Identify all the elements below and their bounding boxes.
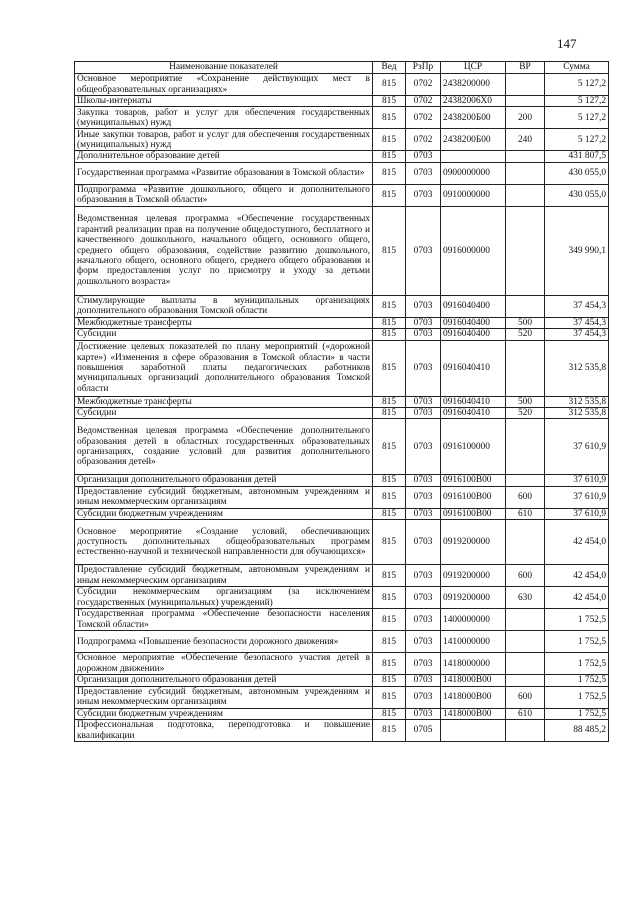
cell-csr: 0916040400 bbox=[441, 329, 506, 340]
cell-ved: 815 bbox=[373, 317, 406, 328]
cell-name: Основное мероприятие «Создание условий, обеспечивающих доступность дополнительных общеобразовательных программ естественно-научной и технической направленности для обучающихся» bbox=[75, 520, 373, 565]
cell-ved: 815 bbox=[373, 675, 406, 686]
cell-vr bbox=[506, 74, 545, 96]
header-rzpr: РзПр bbox=[406, 62, 441, 74]
cell-name: Ведомственная целевая программа «Обеспечение государственных гарантий реализации прав на получение общедоступного, бесплатного и качественного дошкольного, начального общего, основного общего, среднего общего образования, содействие развитию дошкольного, начального общего, основного общего, среднего общего образования и форм предоставления услуг по присмотру и уходу за детьми дошкольного возраста» bbox=[75, 206, 373, 295]
cell-vr bbox=[506, 184, 545, 206]
cell-ved: 815 bbox=[373, 508, 406, 519]
table-row bbox=[75, 74, 609, 96]
cell-rzpr: 0703 bbox=[406, 675, 441, 686]
cell-name: Организация дополнительного образования детей bbox=[75, 475, 373, 486]
cell-csr: 0919200000 bbox=[441, 565, 506, 587]
cell-csr: 1410000000 bbox=[441, 631, 506, 653]
cell-sum: 37 454,3 bbox=[545, 295, 609, 317]
cell-rzpr: 0702 bbox=[406, 107, 441, 129]
cell-csr: 0916040410 bbox=[441, 408, 506, 419]
cell-sum: 1 752,5 bbox=[545, 631, 609, 653]
cell-name: Стимулирующие выплаты в муниципальных организациях дополнительного образования Томской области bbox=[75, 295, 373, 317]
cell-rzpr: 0703 bbox=[406, 508, 441, 519]
cell-rzpr: 0703 bbox=[406, 609, 441, 631]
cell-sum: 5 127,2 bbox=[545, 96, 609, 107]
cell-ved: 815 bbox=[373, 96, 406, 107]
cell-name: Субсидии некоммерческим организациям (за исключением государственных (муниципальных) учреждений) bbox=[75, 587, 373, 609]
table-row bbox=[75, 720, 609, 742]
cell-name: Школы-интернаты bbox=[75, 96, 373, 107]
cell-rzpr: 0703 bbox=[406, 184, 441, 206]
cell-name: Субсидии bbox=[75, 408, 373, 419]
cell-rzpr: 0703 bbox=[406, 317, 441, 328]
cell-rzpr: 0702 bbox=[406, 96, 441, 107]
table-row bbox=[75, 675, 609, 686]
cell-sum: 431 807,5 bbox=[545, 151, 609, 162]
table-row bbox=[75, 565, 609, 587]
cell-vr: 610 bbox=[506, 708, 545, 719]
table-row bbox=[75, 686, 609, 708]
table-row bbox=[75, 295, 609, 317]
cell-ved: 815 bbox=[373, 653, 406, 675]
cell-sum: 349 990,1 bbox=[545, 206, 609, 295]
cell-ved: 815 bbox=[373, 686, 406, 708]
cell-name: Основное мероприятие «Сохранение действующих мест в общеобразовательных организациях» bbox=[75, 74, 373, 96]
cell-sum: 312 535,8 bbox=[545, 396, 609, 407]
cell-name: Предоставление субсидий бюджетным, автономным учреждениям и иным некоммерческим организациям bbox=[75, 486, 373, 508]
header-name: Наименование показателей bbox=[75, 62, 373, 74]
cell-rzpr: 0703 bbox=[406, 708, 441, 719]
cell-ved: 815 bbox=[373, 631, 406, 653]
cell-csr: 0916040410 bbox=[441, 396, 506, 407]
cell-rzpr: 0703 bbox=[406, 206, 441, 295]
cell-rzpr: 0703 bbox=[406, 408, 441, 419]
cell-sum: 1 752,5 bbox=[545, 675, 609, 686]
cell-vr: 600 bbox=[506, 686, 545, 708]
cell-ved: 815 bbox=[373, 565, 406, 587]
cell-name: Государственная программа «Развитие образования в Томской области» bbox=[75, 162, 373, 184]
cell-vr bbox=[506, 295, 545, 317]
cell-vr bbox=[506, 340, 545, 396]
cell-ved: 815 bbox=[373, 340, 406, 396]
cell-name: Подпрограмма «Повышение безопасности дорожного движения» bbox=[75, 631, 373, 653]
table-row bbox=[75, 475, 609, 486]
cell-sum: 1 752,5 bbox=[545, 653, 609, 675]
cell-rzpr: 0703 bbox=[406, 686, 441, 708]
cell-sum: 312 535,8 bbox=[545, 408, 609, 419]
cell-csr: 0900000000 bbox=[441, 162, 506, 184]
cell-sum: 42 454,0 bbox=[545, 520, 609, 565]
table-row bbox=[75, 329, 609, 340]
cell-csr: 0910000000 bbox=[441, 184, 506, 206]
table-row bbox=[75, 184, 609, 206]
table-row bbox=[75, 587, 609, 609]
cell-name: Основное мероприятие «Обеспечение безопасного участия детей в дорожном движении» bbox=[75, 653, 373, 675]
cell-csr: 1418000B00 bbox=[441, 675, 506, 686]
cell-ved: 815 bbox=[373, 329, 406, 340]
cell-ved: 815 bbox=[373, 129, 406, 151]
cell-csr: 0916040400 bbox=[441, 317, 506, 328]
cell-rzpr: 0703 bbox=[406, 475, 441, 486]
cell-rzpr: 0703 bbox=[406, 329, 441, 340]
cell-name: Межбюджетные трансферты bbox=[75, 396, 373, 407]
table-row bbox=[75, 408, 609, 419]
cell-vr bbox=[506, 96, 545, 107]
cell-csr: 0916100000 bbox=[441, 419, 506, 475]
cell-vr bbox=[506, 631, 545, 653]
cell-vr bbox=[506, 419, 545, 475]
cell-ved: 815 bbox=[373, 708, 406, 719]
cell-rzpr: 0703 bbox=[406, 396, 441, 407]
cell-csr: 1418000B00 bbox=[441, 708, 506, 719]
cell-ved: 815 bbox=[373, 486, 406, 508]
cell-vr bbox=[506, 675, 545, 686]
cell-sum: 42 454,0 bbox=[545, 587, 609, 609]
cell-sum: 312 535,8 bbox=[545, 340, 609, 396]
cell-vr bbox=[506, 475, 545, 486]
cell-name: Дополнительное образование детей bbox=[75, 151, 373, 162]
cell-sum: 88 485,2 bbox=[545, 720, 609, 742]
table-row bbox=[75, 317, 609, 328]
table-row bbox=[75, 129, 609, 151]
cell-sum: 1 752,5 bbox=[545, 686, 609, 708]
cell-name: Ведомственная целевая программа «Обеспечение дополнительного образования детей в областных государственных образовательных организациях, создание условий для развития дополнительного образования детей» bbox=[75, 419, 373, 475]
cell-csr: 1418000B00 bbox=[441, 686, 506, 708]
cell-ved: 815 bbox=[373, 162, 406, 184]
cell-rzpr: 0703 bbox=[406, 151, 441, 162]
cell-rzpr: 0703 bbox=[406, 520, 441, 565]
cell-sum: 37 610,9 bbox=[545, 486, 609, 508]
table-row bbox=[75, 162, 609, 184]
header-csr: ЦСР bbox=[441, 62, 506, 74]
cell-vr bbox=[506, 206, 545, 295]
cell-vr: 600 bbox=[506, 565, 545, 587]
header-vr: ВР bbox=[506, 62, 545, 74]
table-row bbox=[75, 340, 609, 396]
cell-name: Предоставление субсидий бюджетным, автономным учреждениям и иным некоммерческим организациям bbox=[75, 686, 373, 708]
cell-ved: 815 bbox=[373, 184, 406, 206]
cell-ved: 815 bbox=[373, 74, 406, 96]
table-row bbox=[75, 486, 609, 508]
header-ved: Вед bbox=[373, 62, 406, 74]
cell-csr bbox=[441, 151, 506, 162]
cell-csr: 0916100B00 bbox=[441, 508, 506, 519]
table-row bbox=[75, 96, 609, 107]
table-row bbox=[75, 631, 609, 653]
cell-rzpr: 0703 bbox=[406, 340, 441, 396]
cell-sum: 5 127,2 bbox=[545, 74, 609, 96]
cell-name: Межбюджетные трансферты bbox=[75, 317, 373, 328]
cell-name: Иные закупки товаров, работ и услуг для обеспечения государственных (муниципальных) нужд bbox=[75, 129, 373, 151]
cell-name: Субсидии bbox=[75, 329, 373, 340]
cell-sum: 430 055,0 bbox=[545, 162, 609, 184]
header-sum: Сумма bbox=[545, 62, 609, 74]
table-body bbox=[75, 74, 609, 742]
page-number: 147 bbox=[557, 36, 577, 51]
cell-ved: 815 bbox=[373, 107, 406, 129]
cell-ved: 815 bbox=[373, 295, 406, 317]
table-row bbox=[75, 419, 609, 475]
cell-vr bbox=[506, 653, 545, 675]
cell-csr: 1418000000 bbox=[441, 653, 506, 675]
table-row bbox=[75, 508, 609, 519]
cell-rzpr: 0703 bbox=[406, 486, 441, 508]
cell-csr: 0916040410 bbox=[441, 340, 506, 396]
cell-vr: 520 bbox=[506, 329, 545, 340]
cell-name: Подпрограмма «Развитие дошкольного, общего и дополнительного образования в Томской области» bbox=[75, 184, 373, 206]
cell-vr: 520 bbox=[506, 408, 545, 419]
cell-sum: 1 752,5 bbox=[545, 609, 609, 631]
cell-csr: 2438200000 bbox=[441, 74, 506, 96]
cell-ved: 815 bbox=[373, 720, 406, 742]
cell-csr: 0919200000 bbox=[441, 587, 506, 609]
cell-ved: 815 bbox=[373, 396, 406, 407]
cell-rzpr: 0703 bbox=[406, 162, 441, 184]
cell-sum: 37 454,3 bbox=[545, 317, 609, 328]
cell-name: Государственная программа «Обеспечение безопасности населения Томской области» bbox=[75, 609, 373, 631]
cell-rzpr: 0705 bbox=[406, 720, 441, 742]
cell-ved: 815 bbox=[373, 419, 406, 475]
cell-sum: 430 055,0 bbox=[545, 184, 609, 206]
cell-ved: 815 bbox=[373, 151, 406, 162]
cell-vr: 500 bbox=[506, 396, 545, 407]
table-row bbox=[75, 151, 609, 162]
cell-csr: 24382006Х0 bbox=[441, 96, 506, 107]
cell-vr: 610 bbox=[506, 508, 545, 519]
cell-csr: 1400000000 bbox=[441, 609, 506, 631]
cell-ved: 815 bbox=[373, 609, 406, 631]
cell-csr: 0916100B00 bbox=[441, 475, 506, 486]
cell-name: Субсидии бюджетным учреждениям bbox=[75, 708, 373, 719]
cell-name: Предоставление субсидий бюджетным, автономным учреждениям и иным некоммерческим организациям bbox=[75, 565, 373, 587]
cell-ved: 815 bbox=[373, 587, 406, 609]
cell-rzpr: 0703 bbox=[406, 565, 441, 587]
cell-csr: 0919200000 bbox=[441, 520, 506, 565]
cell-name: Закупка товаров, работ и услуг для обеспечения государственных (муниципальных) нужд bbox=[75, 107, 373, 129]
cell-name: Достижение целевых показателей по плану мероприятий («дорожной карте») «Изменения в сфере образования в Томской области» в части повышения заработной платы педагогических работников муниципальных организаций дополнительного образования Томской области bbox=[75, 340, 373, 396]
cell-rzpr: 0703 bbox=[406, 295, 441, 317]
cell-sum: 37 610,9 bbox=[545, 419, 609, 475]
cell-csr: 0916100B00 bbox=[441, 486, 506, 508]
cell-vr: 500 bbox=[506, 317, 545, 328]
cell-vr: 630 bbox=[506, 587, 545, 609]
cell-vr: 600 bbox=[506, 486, 545, 508]
cell-vr: 200 bbox=[506, 107, 545, 129]
cell-csr: 0916040400 bbox=[441, 295, 506, 317]
cell-sum: 37 610,9 bbox=[545, 475, 609, 486]
cell-name: Организация дополнительного образования детей bbox=[75, 675, 373, 686]
cell-csr bbox=[441, 720, 506, 742]
cell-vr bbox=[506, 151, 545, 162]
cell-vr bbox=[506, 162, 545, 184]
budget-table bbox=[74, 61, 609, 742]
table-row bbox=[75, 708, 609, 719]
cell-rzpr: 0703 bbox=[406, 419, 441, 475]
cell-vr: 240 bbox=[506, 129, 545, 151]
cell-name: Субсидии бюджетным учреждениям bbox=[75, 508, 373, 519]
cell-vr bbox=[506, 520, 545, 565]
cell-ved: 815 bbox=[373, 206, 406, 295]
cell-ved: 815 bbox=[373, 408, 406, 419]
cell-name: Профессиональная подготовка, переподготовка и повышение квалификации bbox=[75, 720, 373, 742]
cell-sum: 1 752,5 bbox=[545, 708, 609, 719]
cell-rzpr: 0703 bbox=[406, 631, 441, 653]
cell-sum: 42 454,0 bbox=[545, 565, 609, 587]
cell-sum: 37 610,9 bbox=[545, 508, 609, 519]
cell-sum: 37 454,3 bbox=[545, 329, 609, 340]
cell-ved: 815 bbox=[373, 475, 406, 486]
cell-csr: 2438200Б00 bbox=[441, 129, 506, 151]
cell-sum: 5 127,2 bbox=[545, 107, 609, 129]
cell-rzpr: 0702 bbox=[406, 129, 441, 151]
cell-rzpr: 0702 bbox=[406, 74, 441, 96]
table-row bbox=[75, 396, 609, 407]
cell-rzpr: 0703 bbox=[406, 587, 441, 609]
table-row bbox=[75, 653, 609, 675]
table-row bbox=[75, 609, 609, 631]
table-header-row bbox=[75, 62, 609, 74]
cell-csr: 2438200Б00 bbox=[441, 107, 506, 129]
cell-vr bbox=[506, 720, 545, 742]
cell-vr bbox=[506, 609, 545, 631]
table-row bbox=[75, 520, 609, 565]
table-row bbox=[75, 206, 609, 295]
cell-ved: 815 bbox=[373, 520, 406, 565]
cell-csr: 0916000000 bbox=[441, 206, 506, 295]
cell-rzpr: 0703 bbox=[406, 653, 441, 675]
table-row bbox=[75, 107, 609, 129]
cell-sum: 5 127,2 bbox=[545, 129, 609, 151]
